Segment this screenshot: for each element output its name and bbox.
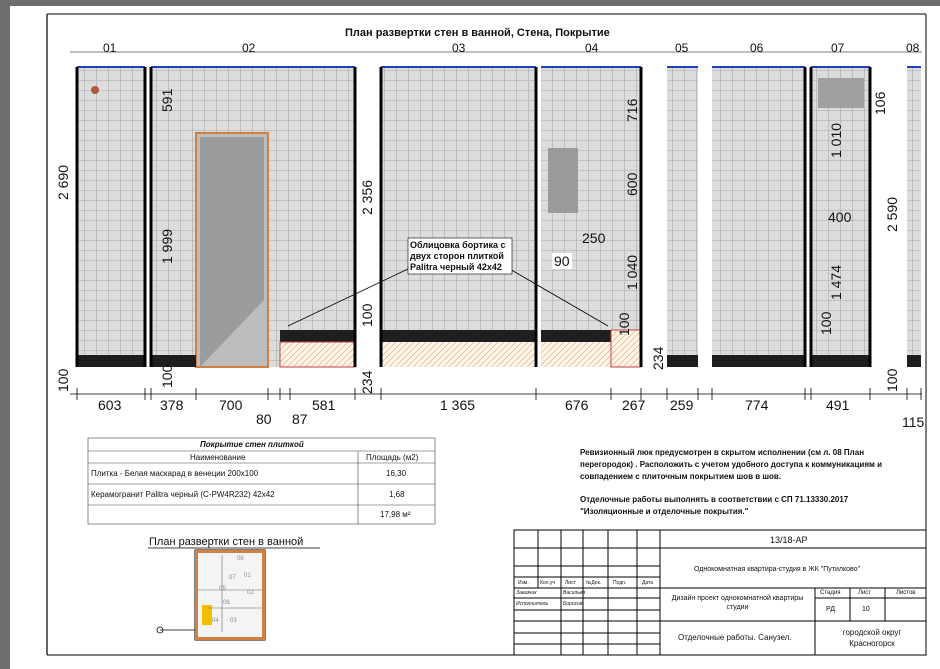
dim-v-591: 591	[159, 88, 175, 112]
note-revision-hatch: Ревизионный люк предусмотрен в скрытом исполнении (см л. 08 План перегородок) . Расположить с учетом удобного доступа к коммуникациям и совпадением с плиточным покрытием шов в шов.	[580, 448, 883, 481]
wall-label-02: 02	[242, 41, 256, 55]
title-sheet-value: 10	[862, 606, 870, 613]
title-sheet-label: Лист	[858, 590, 872, 596]
key-plan-label-05: 05	[219, 586, 226, 592]
title-stage-value: РД	[826, 606, 835, 613]
revision-hatch-marker	[91, 86, 99, 94]
coverage-table-header-name: Наименование	[190, 453, 246, 462]
dim-h-491: 491	[826, 397, 850, 413]
title-col-koluch: Кол.уч	[540, 580, 555, 586]
title-col-izm: Изм.	[518, 580, 529, 586]
dim-v-100-d: 100	[818, 311, 834, 335]
dim-h-676: 676	[565, 397, 589, 413]
wall-label-03: 03	[452, 41, 466, 55]
coverage-row-1-name: Плитка - Белая маскарад в венеции 200х100	[91, 469, 259, 478]
wall-panel-08	[907, 67, 921, 367]
dim-v-234-b: 234	[359, 370, 375, 394]
coverage-row-2-area: 1,68	[389, 490, 405, 499]
dim-h-87: 87	[292, 411, 308, 427]
title-block-sheet-name: Отделочные работы. Санузел.	[678, 633, 792, 642]
dim-v-100-f: 100	[884, 368, 900, 392]
dim-v-100-a: 100	[159, 364, 175, 388]
wall-label-08: 08	[906, 41, 920, 55]
wall-label-06: 06	[750, 41, 764, 55]
note-finishing-works: Отделочные работы выполнять в соответствии с СП 71.13330.2017 "Изоляционные и отделочные покрытия."	[580, 495, 849, 516]
key-plan-title: План развертки стен в ванной	[149, 536, 304, 548]
wall-panel-01	[77, 67, 145, 367]
wall-panel-06	[712, 67, 805, 367]
dim-v-1474: 1 474	[828, 264, 844, 300]
key-plan-label-08: 08	[237, 556, 244, 562]
key-plan-label-06: 06	[223, 600, 230, 606]
dim-h-700: 700	[219, 397, 243, 413]
dim-h-581: 581	[312, 397, 336, 413]
title-name-executor: Борисов	[563, 601, 583, 607]
wall-label-05: 05	[675, 41, 689, 55]
dim-inside-250: 250	[582, 230, 606, 246]
key-plan-label-03: 03	[230, 618, 237, 624]
title-col-podp: Подп.	[613, 580, 627, 586]
key-plan-label-04: 04	[212, 618, 219, 624]
dim-inside-90: 90	[554, 253, 570, 269]
dim-v-1010: 1 010	[828, 122, 844, 158]
wall-panel-02	[151, 67, 355, 367]
dim-v-1999: 1 999	[159, 228, 175, 264]
dim-h-259: 259	[670, 397, 694, 413]
dim-h-115: 115	[902, 414, 925, 430]
wall-label-01: 01	[103, 41, 117, 55]
drawing-title: План развертки стен в ванной, Стена, Покрытие	[345, 27, 610, 39]
coverage-row-2-name: Керамогранит Palitra черный (C-PW4R232) 42х42	[91, 490, 275, 499]
dim-h-1365: 1 365	[440, 397, 476, 413]
title-block-project: Однокомнатная квартира-студия в ЖК "Путилково"	[694, 566, 861, 573]
title-block-stage-header: Дизайн проект однокомнатной квартиры студии	[671, 595, 804, 611]
dim-inside-400: 400	[828, 209, 852, 225]
key-plan-label-07: 07	[229, 575, 236, 581]
coverage-row-3-area: 17,98 м²	[380, 510, 411, 519]
dim-v-2590: 2 590	[884, 196, 900, 232]
title-sheets-label: Листов	[896, 590, 916, 596]
wall-label-04: 04	[585, 41, 599, 55]
dim-v-716: 716	[624, 98, 640, 122]
dim-v-234: 234	[650, 346, 666, 370]
dim-v-2356: 2 356	[359, 179, 375, 215]
title-role-executor: Исполнитель	[516, 601, 549, 607]
title-role-customer: Заказчик	[516, 590, 537, 596]
dim-h-378: 378	[160, 397, 184, 413]
key-plan-label-02: 02	[247, 590, 254, 596]
key-plan-label-01: 01	[244, 573, 251, 579]
dim-v-106: 106	[872, 91, 888, 115]
niche-box	[548, 148, 578, 213]
dim-v-2690: 2 690	[55, 164, 71, 200]
title-block-location: городской округ Красногорск	[842, 628, 902, 648]
callout-text: Облицовка бортика с двух сторон плиткой Palitra черный 42х42	[410, 240, 506, 272]
dim-v-1040: 1 040	[624, 254, 640, 290]
dim-h-267: 267	[622, 397, 646, 413]
title-stage-label: Стадия	[820, 590, 841, 596]
title-col-list: Лист	[565, 580, 576, 586]
title-col-ndok: №Док.	[586, 580, 602, 586]
dim-h-774: 774	[745, 397, 769, 413]
dim-v-600: 600	[624, 172, 640, 196]
coverage-row-1-area: 16,30	[386, 469, 407, 478]
title-col-data: Дата	[642, 580, 654, 586]
dim-v-100-e: 100	[55, 368, 71, 392]
coverage-table-header-area: Площадь (м2)	[366, 453, 419, 462]
title-block-code: 13/18-АР	[770, 535, 808, 545]
dim-v-100-c: 100	[616, 312, 632, 336]
coverage-table-title: Покрытие стен плиткой	[200, 440, 304, 449]
dim-h-603: 603	[98, 397, 122, 413]
dim-v-100-b: 100	[359, 303, 375, 327]
title-name-customer: Васильев	[563, 590, 586, 596]
dim-h-80: 80	[256, 411, 272, 427]
wall-panel-03	[381, 67, 536, 367]
wall-panel-05	[667, 67, 698, 367]
wall-label-07: 07	[831, 41, 845, 55]
